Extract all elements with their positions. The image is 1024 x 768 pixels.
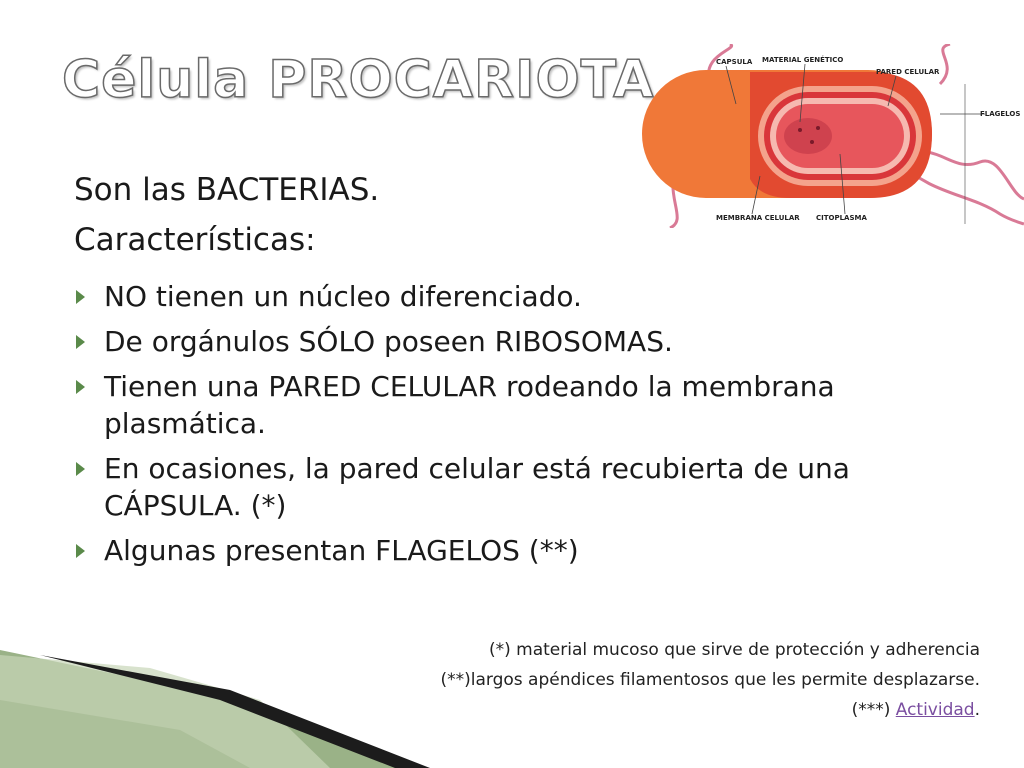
bullet-item xyxy=(74,368,994,442)
bullet-arrow-icon xyxy=(76,462,85,476)
bullet-list xyxy=(74,278,994,577)
bullet-item xyxy=(74,450,994,524)
label-material-genetico: MATERIAL GENÉTICO xyxy=(762,56,844,64)
bullet-item xyxy=(74,323,994,360)
bullet-arrow-icon xyxy=(76,290,85,304)
label-membrana-celular: MEMBRANA CELULAR xyxy=(716,214,800,222)
footnote-3-prefix: (***) xyxy=(851,700,896,720)
intro-line-1: Son las BACTERIAS. xyxy=(74,172,380,208)
footnote-3 xyxy=(852,700,980,720)
actividad-link[interactable]: Actividad xyxy=(895,700,975,720)
label-flagelos: FLAGELOS xyxy=(980,110,1021,118)
footnote-1: (*) material mucoso que sirve de protección y adherencia xyxy=(488,640,980,660)
label-pared-celular: PARED CELULAR xyxy=(876,68,940,76)
bullet-text: Tienen una PARED CELULAR rodeando la membrana plasmática. xyxy=(104,370,835,440)
bullet-arrow-icon xyxy=(76,544,85,558)
label-citoplasma: CITOPLASMA xyxy=(816,214,867,222)
slide-title: Célula PROCARIOTA xyxy=(62,50,655,110)
label-capsula: CAPSULA xyxy=(716,58,753,66)
bullet-text: De orgánulos SÓLO poseen RIBOSOMAS. xyxy=(104,325,673,358)
bullet-text: Algunas presentan FLAGELOS (**) xyxy=(104,534,579,567)
bullet-text: En ocasiones, la pared celular está recubierta de una CÁPSULA. (*) xyxy=(104,452,850,522)
footnote-2: (**)largos apéndices filamentosos que les permite desplazarse. xyxy=(440,670,980,690)
footnote-3-suffix: . xyxy=(974,700,980,720)
bullet-text: NO tienen un núcleo diferenciado. xyxy=(104,280,582,313)
bullet-item xyxy=(74,278,994,315)
bullet-item xyxy=(74,532,994,569)
prokaryotic-cell-diagram xyxy=(640,44,1024,228)
intro-line-2: Características: xyxy=(74,222,316,258)
bullet-arrow-icon xyxy=(76,380,85,394)
bullet-arrow-icon xyxy=(76,335,85,349)
